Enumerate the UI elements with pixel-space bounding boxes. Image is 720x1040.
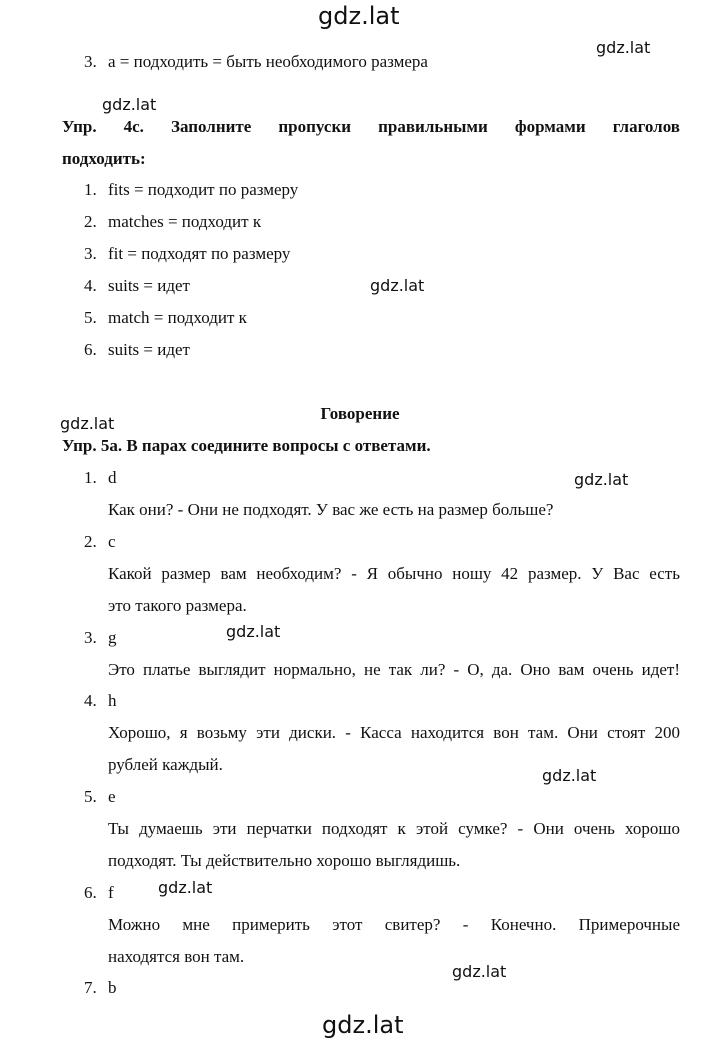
item-number: 4. bbox=[84, 691, 97, 710]
item-letter: f bbox=[108, 883, 114, 902]
item-text: fits = подходит по размеру bbox=[108, 180, 299, 199]
item-letter: h bbox=[108, 691, 117, 710]
watermark: gdz.lat bbox=[542, 766, 597, 785]
heading-word: глаголов bbox=[612, 117, 680, 136]
dialogue-line: Какой размер вам необходим? - Я обычно ношу 42 размер. У Вас есть bbox=[108, 564, 680, 583]
item-text: suits = идет bbox=[108, 340, 190, 359]
item-letter: b bbox=[108, 978, 117, 997]
item-number: 5. bbox=[84, 308, 97, 327]
heading-word: правильными bbox=[378, 117, 488, 136]
item-number: 7. bbox=[84, 978, 97, 997]
heading-word: пропуски bbox=[278, 117, 352, 136]
item-text: match = подходит к bbox=[108, 308, 247, 327]
dialogue-line: Как они? - Они не подходят. У вас же есть на размер больше? bbox=[108, 500, 554, 519]
item-number: 1. bbox=[84, 468, 97, 487]
watermark-bottom: gdz.lat bbox=[322, 1011, 404, 1039]
heading-word: Упр. bbox=[62, 117, 97, 136]
dialogue-line: Можно мне примерить этот свитер? - Конечно. Примерочные bbox=[108, 915, 680, 934]
item-number: 3. bbox=[84, 52, 97, 71]
dialogue-line: Хорошо, я возьму эти диски. - Касса находится вон там. Они стоят 200 bbox=[108, 723, 680, 742]
dialogue-line: рублей каждый. bbox=[108, 755, 223, 774]
item-text: fit = подходят по размеру bbox=[108, 244, 291, 263]
item-text: a = подходить = быть необходимого размера bbox=[108, 52, 428, 71]
dialogue-line: Ты думаешь эти перчатки подходят к этой сумке? - Они очень хорошо bbox=[108, 819, 680, 838]
watermark: gdz.lat bbox=[596, 38, 651, 57]
watermark: gdz.lat bbox=[102, 95, 157, 114]
item-number: 5. bbox=[84, 787, 97, 806]
dialogue-line: Это платье выглядит нормально, не так ли? - О, да. Оно вам очень идет! bbox=[108, 660, 680, 679]
watermark: gdz.lat bbox=[574, 470, 629, 489]
watermark: gdz.lat bbox=[158, 878, 213, 897]
watermark-top: gdz.lat bbox=[318, 2, 400, 30]
item-number: 6. bbox=[84, 883, 97, 902]
item-number: 3. bbox=[84, 628, 97, 647]
heading-word: формами bbox=[514, 117, 586, 136]
exercise-4c-heading bbox=[62, 116, 680, 138]
item-number: 3. bbox=[84, 244, 97, 263]
heading-word: 4с. bbox=[123, 117, 144, 136]
watermark: gdz.lat bbox=[226, 622, 281, 641]
item-letter: e bbox=[108, 787, 116, 806]
dialogue-line: подходят. Ты действительно хорошо выглядишь. bbox=[108, 851, 461, 870]
item-number: 1. bbox=[84, 180, 97, 199]
item-letter: d bbox=[108, 468, 117, 487]
item-number: 2. bbox=[84, 212, 97, 231]
item-text: matches = подходит к bbox=[108, 212, 262, 231]
item-number: 6. bbox=[84, 340, 97, 359]
watermark: gdz.lat bbox=[370, 276, 425, 295]
dialogue-line: находятся вон там. bbox=[108, 947, 245, 966]
item-letter: c bbox=[108, 532, 116, 551]
item-letter: g bbox=[108, 628, 117, 647]
watermark: gdz.lat bbox=[452, 962, 507, 981]
dialogue-line: это такого размера. bbox=[108, 596, 247, 615]
exercise-4c-heading-cont: подходить: bbox=[62, 149, 146, 168]
watermark: gdz.lat bbox=[60, 414, 115, 433]
heading-word: Заполните bbox=[170, 117, 252, 136]
item-text: suits = идет bbox=[108, 276, 190, 295]
item-number: 2. bbox=[84, 532, 97, 551]
item-number: 4. bbox=[84, 276, 97, 295]
section-title: Говорение bbox=[320, 404, 400, 423]
exercise-5a-heading: Упр. 5а. В парах соедините вопросы с ответами. bbox=[62, 436, 431, 455]
